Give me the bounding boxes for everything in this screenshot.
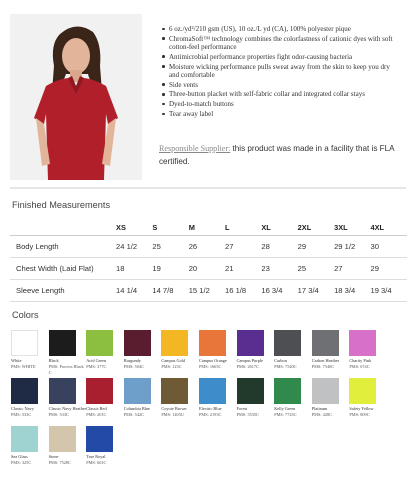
color-name: Campus Purple (236, 358, 263, 363)
color-chip[interactable] (11, 426, 38, 452)
color-chip[interactable] (312, 378, 339, 404)
color-chip[interactable] (312, 330, 339, 356)
color-name: Acid Green (86, 358, 107, 363)
responsible-supplier-link[interactable]: Responsible Supplier: (159, 144, 231, 153)
measurement-cell: 29 (298, 235, 334, 257)
color-pms: PMS: 809C (349, 412, 370, 417)
color-swatch-columbia-blue[interactable] (124, 378, 161, 418)
measurement-cell: 18 (116, 257, 152, 279)
color-name: Kelly Green (274, 406, 296, 411)
feature-item: Antimicrobial performance properties fight odor-causing bacteria (161, 53, 401, 61)
responsible-supplier-note (159, 142, 399, 168)
measurement-cell: 16 3/4 (261, 279, 297, 301)
color-pms: PMS: 428C (311, 412, 332, 417)
color-chip[interactable] (349, 378, 376, 404)
color-pms: PMS: 5535C (236, 412, 259, 417)
color-chip[interactable] (161, 378, 188, 404)
color-name: Classic Red (86, 406, 107, 411)
feature-list (161, 25, 401, 120)
color-swatch-black[interactable] (49, 330, 86, 376)
table-row (10, 279, 407, 301)
color-swatch-coyote-brown[interactable] (161, 378, 198, 418)
color-pms: PMS: 1405U (161, 412, 184, 417)
table-row (10, 235, 407, 257)
measurements-table (10, 220, 407, 302)
color-chip[interactable] (49, 330, 76, 356)
measurements-title: Finished Measurements (12, 200, 111, 210)
color-swatch-classic-navy[interactable] (11, 378, 48, 418)
measurement-cell: 24 1/2 (116, 235, 152, 257)
color-chip[interactable] (237, 378, 264, 404)
feature-item: Three-button placket with self-fabric collar and integrated collar stays (161, 90, 401, 98)
color-swatch-stone[interactable] (49, 426, 86, 466)
measurement-cell: 15 1/2 (189, 279, 225, 301)
color-chip[interactable] (274, 378, 301, 404)
measurement-cell: 14 7/8 (152, 279, 188, 301)
color-swatch-campus-orange[interactable] (199, 330, 236, 370)
measurement-cell: 25 (152, 235, 188, 257)
color-pms: PMS: 377C (86, 364, 107, 369)
measurement-cell: 28 (261, 235, 297, 257)
color-pms: PMS: 533C (48, 412, 69, 417)
section-divider (10, 187, 406, 189)
color-swatch-carbon[interactable] (274, 330, 311, 370)
feature-item: Dyed-to-match buttons (161, 100, 401, 108)
color-pms: PMS: 542C (123, 412, 144, 417)
size-header: XS (116, 220, 152, 235)
measurement-cell: 23 (261, 257, 297, 279)
color-swatch-true-royal[interactable] (86, 426, 123, 466)
color-pms: PMS: 2193C (199, 412, 222, 417)
color-name: Classic Navy Heather (48, 406, 87, 411)
color-pms: PMS: Process Black C (48, 364, 84, 375)
color-name: Columbia Blue (123, 406, 150, 411)
color-chip[interactable] (199, 330, 226, 356)
color-pms: PMS: 201C (86, 412, 107, 417)
color-chip[interactable] (237, 330, 264, 356)
colors-title: Colors (12, 310, 39, 320)
color-name: Classic Navy (11, 406, 34, 411)
color-swatch-platinum[interactable] (312, 378, 349, 418)
color-swatch-safety-yellow[interactable] (349, 378, 386, 418)
color-chip[interactable] (161, 330, 188, 356)
color-name: Campus Gold (161, 358, 186, 363)
color-swatch-carbon-heather[interactable] (312, 330, 349, 370)
table-row (10, 257, 407, 279)
color-chip[interactable] (199, 378, 226, 404)
color-chip[interactable] (11, 378, 38, 404)
measurement-cell: 25 (298, 257, 334, 279)
measurement-cell: 20 (189, 257, 225, 279)
color-swatch-burgundy[interactable] (124, 330, 161, 370)
measurement-cell: 17 3/4 (298, 279, 334, 301)
size-header: XL (261, 220, 297, 235)
color-chip[interactable] (349, 330, 376, 356)
feature-item: ChromaSoft™ technology combines the colorfastness of cationic dyes with soft cotton-feel performance (161, 35, 401, 51)
color-name: Charity Pink (349, 358, 372, 363)
row-label: Chest Width (Laid Flat) (10, 257, 116, 279)
size-header: L (225, 220, 261, 235)
table-header-row (10, 220, 407, 235)
color-name: Coyote Brown (161, 406, 187, 411)
color-swatch-campus-purple[interactable] (237, 330, 274, 370)
color-name: True Royal (86, 454, 106, 459)
color-swatch-electric-blue[interactable] (199, 378, 236, 418)
color-chip[interactable] (124, 330, 151, 356)
color-chip[interactable] (86, 378, 113, 404)
color-chip[interactable] (49, 378, 76, 404)
color-pms: PMS: 1665C (199, 364, 222, 369)
color-pms: PMS: WHITE (11, 364, 36, 369)
row-label: Body Length (10, 235, 116, 257)
color-name: Burgundy (123, 358, 141, 363)
color-pms: PMS: 2617C (236, 364, 259, 369)
color-swatch-classic-red[interactable] (86, 378, 123, 418)
measurement-cell: 21 (225, 257, 261, 279)
color-swatch-white[interactable] (11, 330, 48, 370)
size-header: M (189, 220, 225, 235)
measurement-cell: 27 (225, 235, 261, 257)
measurement-cell: 19 (152, 257, 188, 279)
color-chip[interactable] (11, 330, 38, 356)
color-name: Black (48, 358, 59, 363)
color-pms: PMS: 123C (161, 364, 182, 369)
row-label: Sleeve Length (10, 279, 116, 301)
color-swatch-sea-glass[interactable] (11, 426, 48, 466)
feature-item: Tear away label (161, 110, 401, 118)
color-name: Carbon Heather (311, 358, 340, 363)
color-pms: PMS: 7528C (48, 460, 71, 465)
measurement-cell: 18 3/4 (334, 279, 370, 301)
color-name: Stone (48, 454, 59, 459)
color-pms: PMS: 504C (123, 364, 144, 369)
color-name: Forest (236, 406, 248, 411)
color-chip[interactable] (49, 426, 76, 452)
size-header: 2XL (298, 220, 334, 235)
color-swatch-kelly-green[interactable] (274, 378, 311, 418)
color-pms: PMS: 674C (349, 364, 370, 369)
measurement-cell: 27 (334, 257, 370, 279)
product-image (10, 14, 142, 180)
color-name: Electric Blue (199, 406, 222, 411)
measurement-cell: 14 1/4 (116, 279, 152, 301)
feature-item: Moisture wicking performance pulls sweat away from the skin to keep you dry and comfortable (161, 63, 401, 79)
header-label-cell (10, 220, 116, 235)
color-chip[interactable] (86, 330, 113, 356)
measurement-cell: 26 (189, 235, 225, 257)
color-pms: PMS: 7540C (274, 364, 297, 369)
color-pms: PMS: 661C (86, 460, 107, 465)
color-name: Platinum (311, 406, 328, 411)
measurement-cell: 16 1/8 (225, 279, 261, 301)
color-chip[interactable] (274, 330, 301, 356)
responsible-supplier-text: this product was made in a facility that is FLA certified. (159, 144, 395, 166)
color-name: Safety Yellow (349, 406, 374, 411)
size-header: S (152, 220, 188, 235)
color-chip[interactable] (124, 378, 151, 404)
color-pms: PMS: 325C (11, 460, 32, 465)
color-name: Carbon (274, 358, 287, 363)
measurement-cell: 19 3/4 (370, 279, 407, 301)
feature-item: Side vents (161, 81, 401, 89)
color-swatch-forest[interactable] (237, 378, 274, 418)
color-name: Sea Glass (11, 454, 28, 459)
color-pms: PMS: 7540C (311, 364, 335, 369)
size-header: 4XL (370, 220, 407, 235)
color-swatch-acid-green[interactable] (86, 330, 123, 370)
measurement-cell: 29 1/2 (334, 235, 370, 257)
color-pms: PMS: 533C (11, 412, 32, 417)
model-photo (10, 14, 142, 180)
feature-item: 6 oz./yd²/210 gsm (US), 10 oz./L yd (CA), 100% polyester pique (161, 25, 401, 33)
measurement-cell: 29 (370, 257, 407, 279)
size-header: 3XL (334, 220, 370, 235)
color-name: White (11, 358, 22, 363)
color-swatch-campus-gold[interactable] (161, 330, 198, 370)
color-name: Campus Orange (199, 358, 227, 363)
color-swatch-charity-pink[interactable] (349, 330, 386, 370)
color-swatch-classic-navy-heather[interactable] (49, 378, 86, 418)
color-chip[interactable] (86, 426, 113, 452)
color-pms: PMS: 7725C (274, 412, 297, 417)
measurement-cell: 30 (370, 235, 407, 257)
